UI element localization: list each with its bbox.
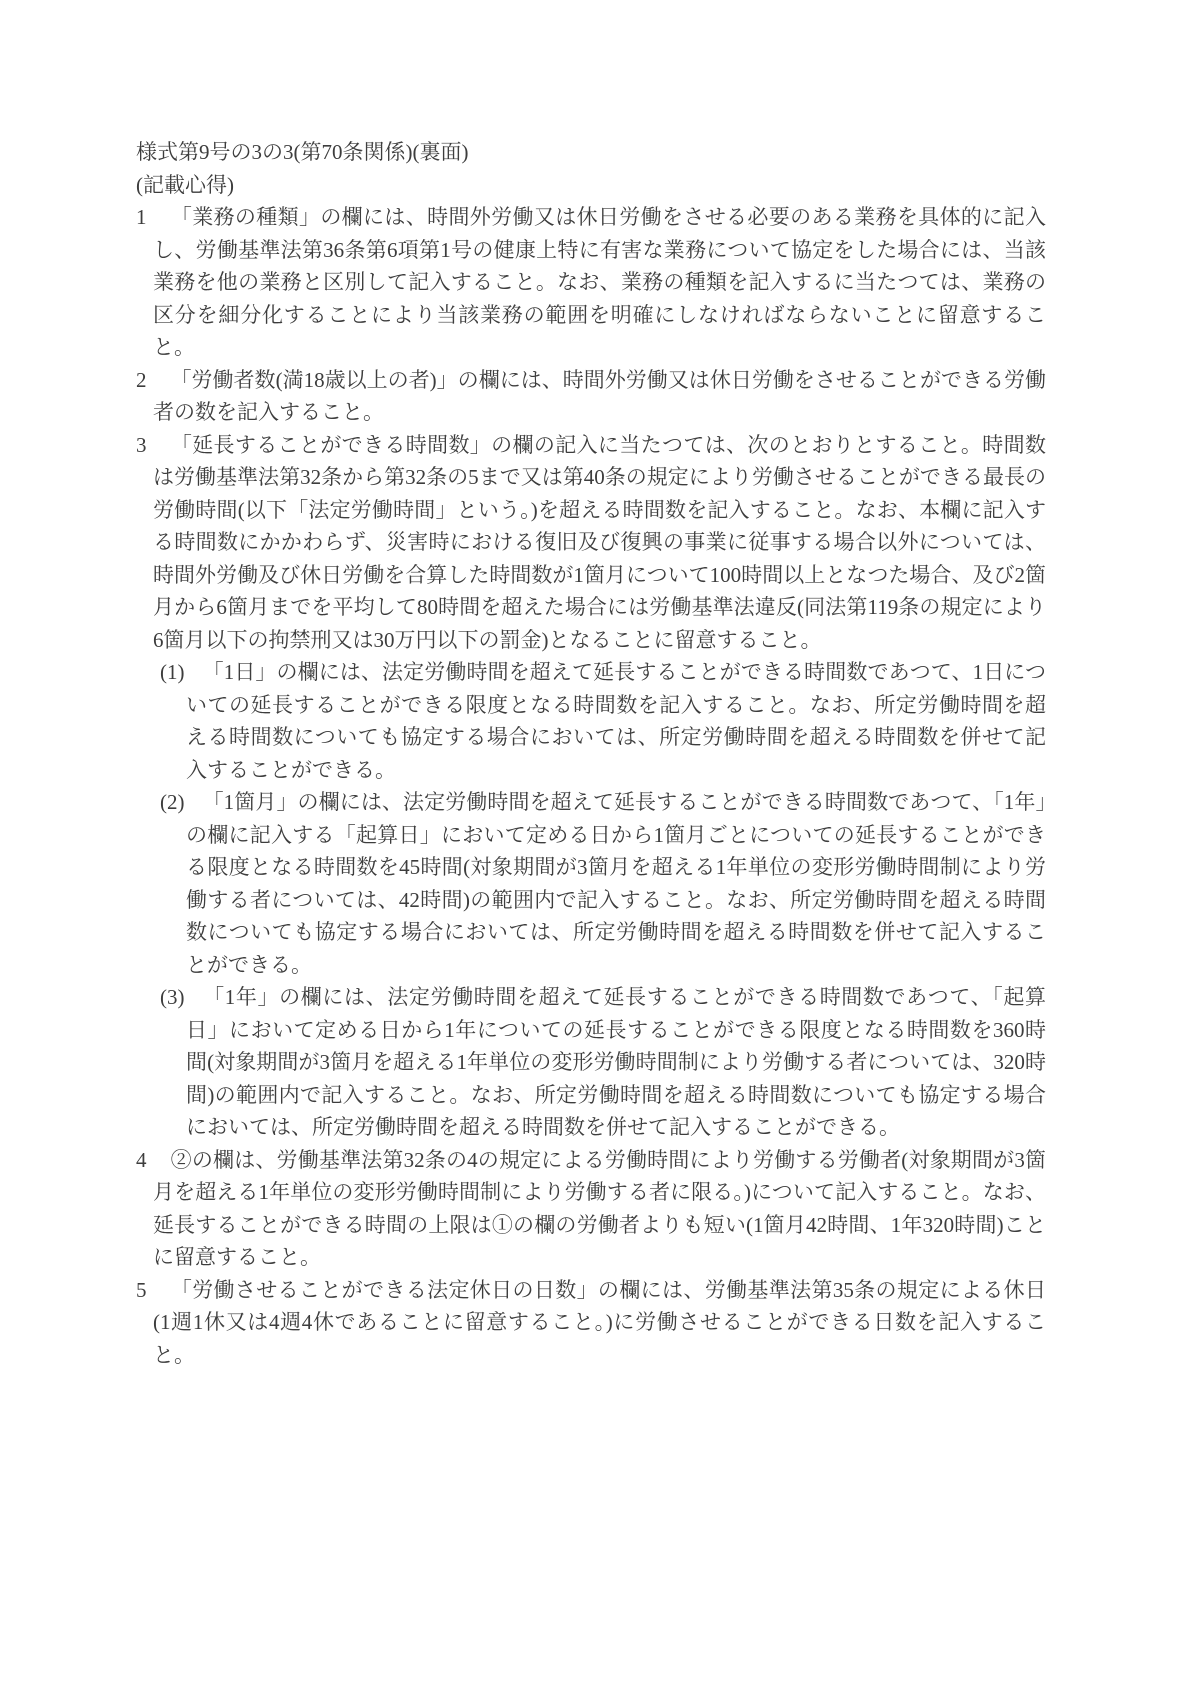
- list-subitem-3-1: [160, 656, 1046, 786]
- item-text: 「延長することができる時間数」の欄の記入に当たつては、次のとおりとすること。時間数は労働基準法第32条から第32条の5まで又は第40条の規定により労働させることができる最長の労働時間(以下「法定労働時間」という。)を超える時間数を記入すること。なお、本欄に記入する時間数にかかわらず、災害時における復旧及び復興の事業に従事する場合以外については、時間外労働及び休日労働を合算した時間数が1箇月について100時間以上となつた場合、及び2箇月から6箇月までを平均して80時間を超えた場合には労働基準法違反(同法第119条の規定により6箇月以下の拘禁刑又は30万円以下の罰金)となることに留意すること。: [153, 432, 1046, 652]
- item-number: 3: [136, 432, 147, 457]
- subitem-text: 「1箇月」の欄には、法定労働時間を超えて延長することができる時間数であつて、「1年」の欄に記入する「起算日」において定める日から1箇月ごとについての延長することができる限度となる時間数を45時間(対象期間が3箇月を超える1年単位の変形労働時間制により労働する者については、42時間)の範囲内で記入すること。なお、所定労働時間を超える時間数についても協定する場合においては、所定労働時間を超える時間数を併せて記入することができる。: [186, 790, 1046, 977]
- item-number: 2: [136, 367, 147, 392]
- subitem-number: (2): [160, 790, 185, 814]
- item-text: ②の欄は、労働基準法第32条の4の規定による労働時間により労働する労働者(対象期間が3箇月を超える1年単位の変形労働時間制により労働する者に限る。)について記入すること。なお、延長することができる時間の上限は①の欄の労働者よりも短い(1箇月42時間、1年320時間)ことに留意すること。: [153, 1147, 1046, 1269]
- document-subtitle: (記載心得): [136, 172, 234, 197]
- item-number: 5: [136, 1277, 147, 1302]
- list-subitem-3-3: [160, 981, 1046, 1144]
- list-item-5: [136, 1274, 1046, 1372]
- list-item-3: [136, 429, 1046, 657]
- item-text: 「業務の種類」の欄には、時間外労働又は休日労働をさせる必要のある業務を具体的に記入し、労働基準法第36条第6項第1号の健康上特に有害な業務について協定をした場合には、当該業務を他の業務と区別して記入すること。なお、業務の種類を記入するに当たつては、業務の区分を細分化することにより当該業務の範囲を明確にしなければならないことに留意すること。: [153, 205, 1046, 359]
- item-number: 4: [136, 1147, 147, 1172]
- list-item-2: [136, 364, 1046, 429]
- item-text: 「労働者数(満18歳以上の者)」の欄には、時間外労働又は休日労働をさせることができる労働者の数を記入すること。: [153, 367, 1046, 424]
- subitem-text: 「1年」の欄には、法定労働時間を超えて延長することができる時間数であつて、「起算日」において定める日から1年についての延長することができる限度となる時間数を360時間(対象期間が3箇月を超える1年単位の変形労働時間制により労働する者については、320時間)の範囲内で記入すること。なお、所定労働時間を超える時間数についても協定する場合においては、所定労働時間を超える時間数を併せて記入することができる。: [186, 985, 1046, 1139]
- item-number: 1: [136, 205, 147, 229]
- item-text: 「労働させることができる法定休日の日数」の欄には、労働基準法第35条の規定による休日(1週1休又は4週4休であることに留意すること。)に労働させることができる日数を記入すること。: [153, 1277, 1046, 1367]
- subitem-number: (1): [160, 660, 185, 684]
- list-item-1: [136, 201, 1046, 364]
- list-item-4: [136, 1144, 1046, 1274]
- document-title: 様式第9号の3の3(第70条関係)(裏面): [136, 140, 469, 164]
- subitem-number: (3): [160, 985, 185, 1009]
- list-subitem-3-2: [160, 786, 1046, 981]
- subitem-text: 「1日」の欄には、法定労働時間を超えて延長することができる時間数であつて、1日についての延長することができる限度となる時間数を記入すること。なお、所定労働時間を超える時間数についても協定する場合においては、所定労働時間を超える時間数を併せて記入することができる。: [186, 660, 1046, 782]
